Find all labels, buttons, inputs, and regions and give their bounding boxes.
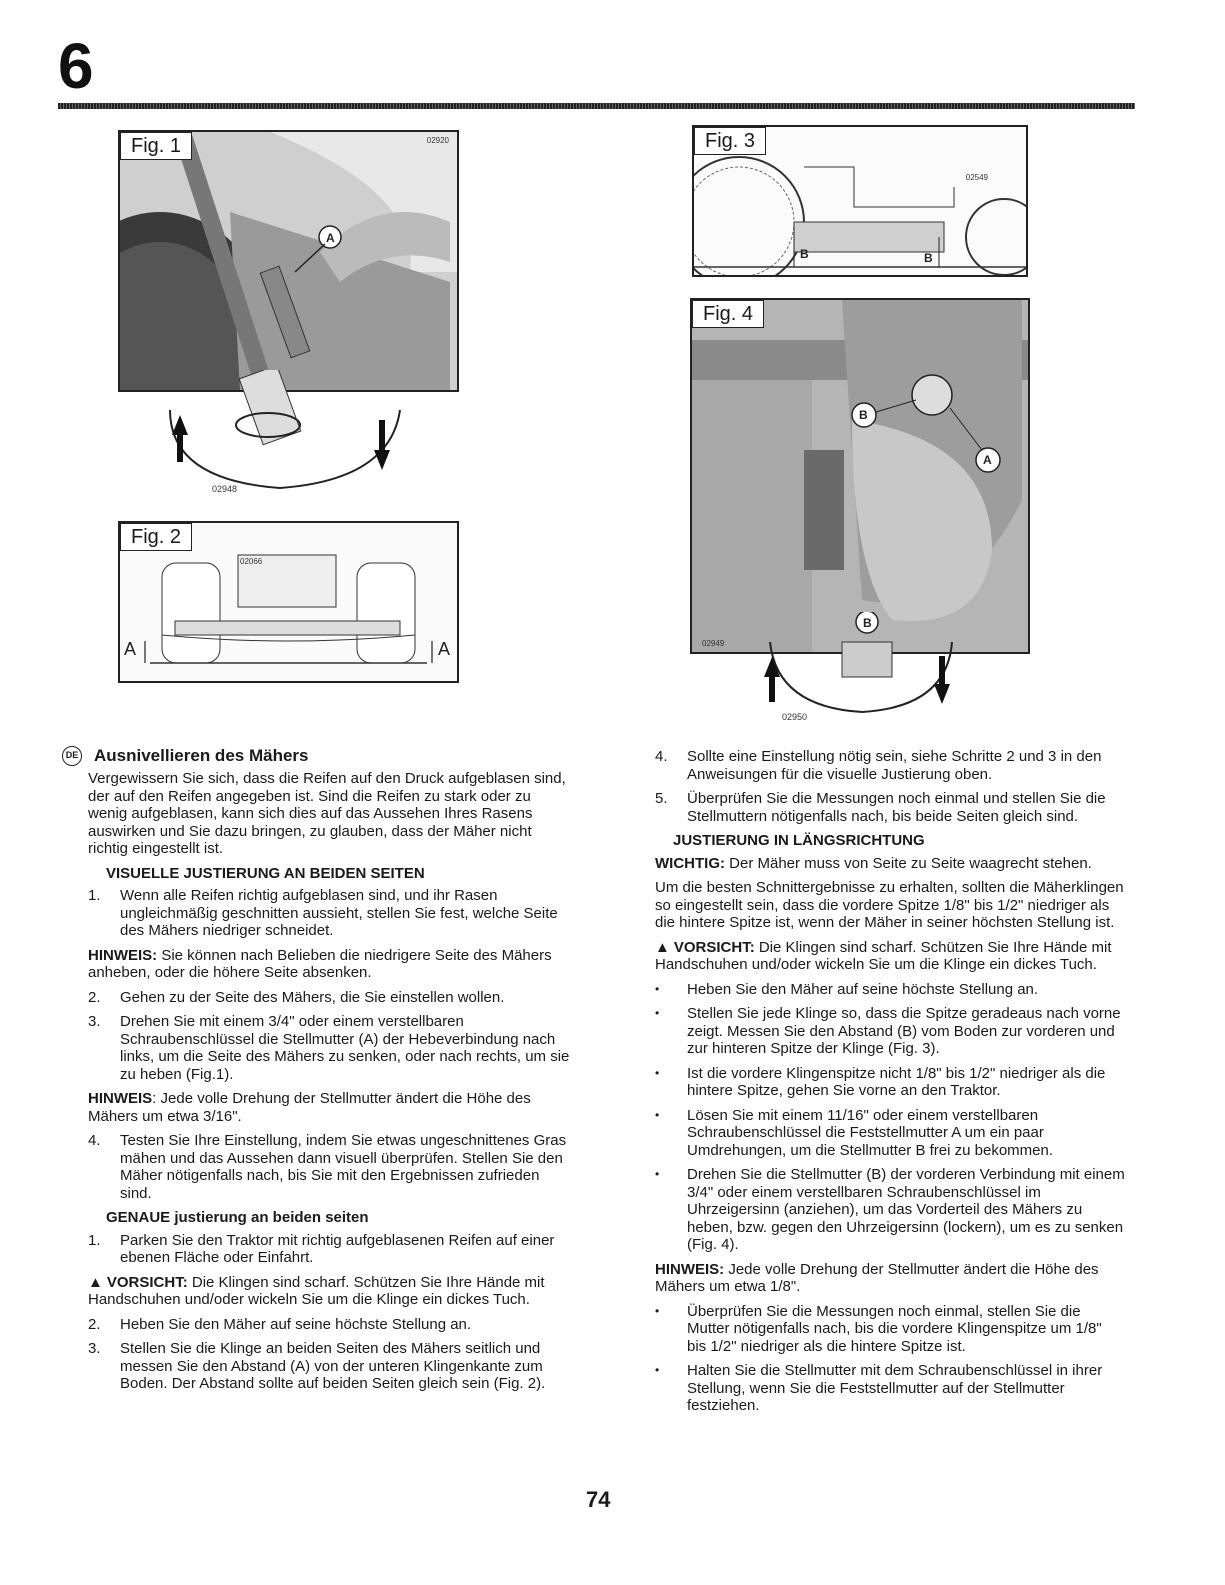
figure-3-marker-b2: B <box>924 251 933 265</box>
warning-paragraph: ▲ VORSICHT: Die Klingen sind scharf. Schützen Sie Ihre Hände mit Handschuhen und/oder wickeln Sie um die Klinge ein dickes Tuch. <box>88 1273 545 1308</box>
figure-1-label: Fig. 1 <box>120 132 192 160</box>
list-item: • Drehen Sie die Stellmutter (B) der vorderen Verbindung mit einem 3/4" oder einem verstellbaren Schraubenschlüssel im Uhrzeigersinn (anziehen), um das Vorderteil des Mähers zu heben, bzw. gegen den Uhrzeigersinn (lockern), um es zu senken (Fig. 4). <box>655 1166 1125 1253</box>
warning-icon: ▲ <box>88 1273 103 1291</box>
list-item: • Heben Sie den Mäher auf seine höchste Stellung an. <box>655 980 1039 998</box>
hint-paragraph: HINWEIS: Jede volle Drehung der Stellmutter ändert die Höhe des Mähers um etwa 3/16". <box>88 1090 531 1125</box>
list-item: 2. Gehen zu der Seite des Mähers, die Sie einstellen wollen. <box>88 988 505 1006</box>
figure-3-marker-b1: B <box>800 247 809 261</box>
cut-result-paragraph: Um die besten Schnittergebnisse zu erhalten, sollten die Mäherklingen so eingestellt sein, dass die vordere Spitze 1/8" bis 1/2" niedriger als die hintere Spitze ist, wenn der Mäher in seiner höchsten Stellung ist. <box>655 879 1124 931</box>
list-item: 3. Drehen Sie mit einem 3/4" oder einem verstellbaren Schraubenschlüssel die Stellmutter (A) der Hebeverbindung nach links, um die Seite des Mähers zu senken, oder nach rechts, um sie zu heben (Fig.1). <box>88 1013 570 1083</box>
exact-adjust-heading: GENAUE justierung an beiden seiten <box>106 1209 369 1226</box>
warning-icon: ▲ <box>655 938 670 956</box>
left-column <box>65 746 572 1400</box>
longitudinal-adjust-heading: JUSTIERUNG IN LÄNGSRICHTUNG <box>673 832 925 849</box>
language-badge: DE <box>62 746 82 766</box>
right-column <box>655 748 1125 1422</box>
page-number: 74 <box>586 1487 611 1512</box>
arrow-down-icon <box>934 684 950 704</box>
list-item: • Ist die vordere Klingenspitze nicht 1/8" bis 1/2" niedriger als die hintere Spitze, gehen Sie vorne an den Traktor. <box>655 1064 1106 1099</box>
figure-4-adjust-diagram <box>752 612 962 722</box>
warning-paragraph: ▲ VORSICHT: Die Klingen sind scharf. Schützen Sie Ihre Hände mit Handschuhen und/oder wickeln Sie um die Klinge ein dickes Tuch. <box>655 938 1112 973</box>
figure-4-code-below: 02950 <box>782 712 808 722</box>
figure-1-callout-a: A <box>326 231 335 245</box>
figure-4-label: Fig. 4 <box>692 300 764 328</box>
figure-3-code: 02549 <box>965 173 988 182</box>
figure-1-code-below: 02948 <box>212 484 238 494</box>
hint-paragraph: HINWEIS: Jede volle Drehung der Stellmutter ändert die Höhe des Mähers um etwa 1/8". <box>655 1260 1099 1295</box>
hint-paragraph: HINWEIS: Sie können nach Belieben die niedrigere Seite des Mähers anheben, oder die höhere Seite absenken. <box>88 946 552 981</box>
list-item: 1. Wenn alle Reifen richtig aufgeblasen sind, und ihr Rasen ungleichmäßig geschnitten aussieht, stellen Sie fest, welche Seite des Mähers niedriger schneidet. <box>88 887 558 939</box>
figure-1-illustration <box>120 132 457 390</box>
figure-4-callout-b2: B <box>863 616 872 630</box>
list-item: 4. Sollte eine Einstellung nötig sein, siehe Schritte 2 und 3 in den Anweisungen für die visuelle Justierung oben. <box>655 748 1102 783</box>
important-paragraph: WICHTIG: Der Mäher muss von Seite zu Seite waagrecht stehen. <box>655 854 1092 872</box>
intro-paragraph: Vergewissern Sie sich, dass die Reifen auf den Druck aufgeblasen sind, der auf den Reifen angegeben ist. Sind die Reifen zu stark oder zu wenig aufgeblasen, kann sich dies auf das Aussehen Ihres Rasens auswirken und Sie dazu bringen, zu glauben, dass der Mäher nicht richtig eingestellt ist. <box>88 770 566 857</box>
list-item: • Halten Sie die Stellmutter mit dem Schraubenschlüssel in ihrer Stellung, wenn Sie die Feststellmutter auf der Stellmutter festziehen. <box>655 1362 1103 1414</box>
top-rule <box>58 103 1135 109</box>
figure-1-adjust-diagram <box>150 370 410 500</box>
list-item: 1. Parken Sie den Traktor mit richtig aufgeblasenen Reifen auf einer ebenen Fläche oder Einfahrt. <box>88 1231 555 1266</box>
list-item: 2. Heben Sie den Mäher auf seine höchste Stellung an. <box>88 1315 472 1333</box>
figure-2-marker-right: A <box>438 639 451 659</box>
figure-3 <box>692 125 1028 277</box>
figure-3-label: Fig. 3 <box>694 127 766 155</box>
figure-4-illustration <box>692 300 1028 652</box>
section-heading <box>65 746 572 766</box>
figure-1 <box>118 130 459 392</box>
figure-2 <box>118 521 459 683</box>
section-heading-text: Ausnivellieren des Mähers <box>94 746 309 766</box>
section-number: 6 <box>58 30 94 102</box>
figure-2-label: Fig. 2 <box>120 523 192 551</box>
list-item: • Lösen Sie mit einem 11/16" oder einem verstellbaren Schraubenschlüssel die Feststellmutter A um ein paar Umdrehungen, um die Stellmutter B frei zu bekommen. <box>655 1106 1053 1159</box>
list-item: 4. Testen Sie Ihre Einstellung, indem Sie etwas ungeschnittenes Gras mähen und das Aussehen dann visuell überprüfen. Stellen Sie den Mäher nötigenfalls nach, bis Sie mit den Ergebnissen zufrieden sind. <box>88 1132 567 1202</box>
figure-1-code: 02920 <box>426 136 449 145</box>
list-item: 3. Stellen Sie die Klinge an beiden Seiten des Mähers seitlich und messen Sie den Abstand (A) von der unteren Klingenkante zum Boden. Der Abstand sollte auf beiden Seiten gleich sein (Fig. 2). <box>88 1340 546 1392</box>
list-item: 5. Überprüfen Sie die Messungen noch einmal und stellen Sie die Stellmuttern nötigenfalls nach, bis beide Seiten gleich sind. <box>655 790 1106 825</box>
list-item: • Stellen Sie jede Klinge so, dass die Spitze geradeaus nach vorne zeigt. Messen Sie den Abstand (B) vom Boden zur vorderen und zur hinteren Spitze der Klinge (Fig. 3). <box>655 1005 1121 1057</box>
figure-4-code: 02949 <box>702 639 725 648</box>
figure-2-code: 02066 <box>240 557 263 566</box>
figure-4-callout-a: A <box>983 453 992 467</box>
visual-adjust-heading: VISUELLE JUSTIERUNG AN BEIDEN SEITEN <box>106 864 425 882</box>
figure-2-marker-left: A <box>124 639 137 659</box>
figure-4 <box>690 298 1030 654</box>
arrow-down-icon <box>374 450 390 470</box>
figure-4-callout-b: B <box>859 408 868 422</box>
list-item: • Überprüfen Sie die Messungen noch einmal, stellen Sie die Mutter nötigenfalls nach, bis die vordere Klingenspitze um 1/8" bis 1/2" niedriger als die hintere Spitze ist. <box>655 1302 1102 1355</box>
